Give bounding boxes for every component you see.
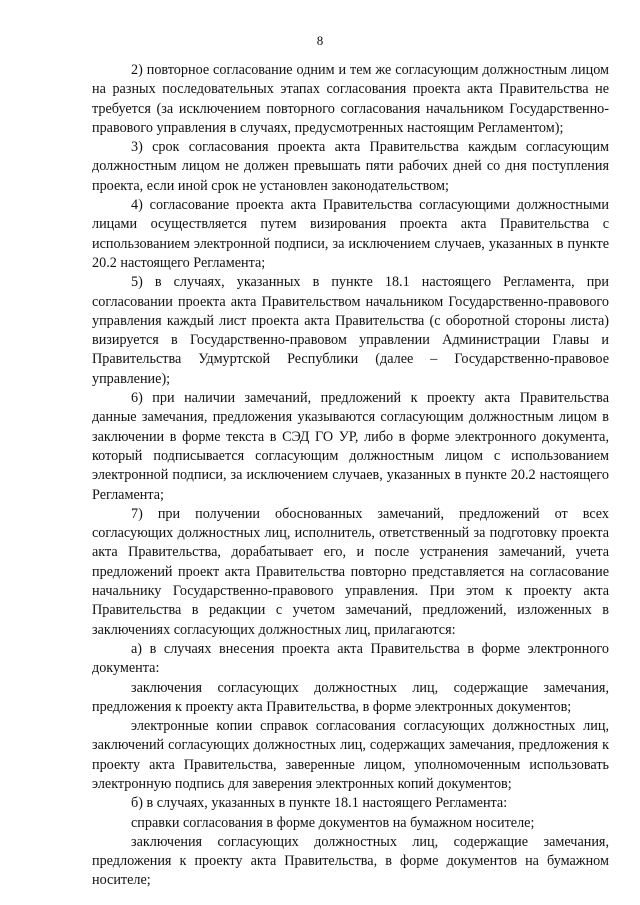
list-item-electronic-copies: электронные копии справок согласования согласующих должностных лиц, заключений согласующих должностных лиц, содержащих замечания, предложения к проекту акта Правительства, заверенные лицом, уполномоченным использовать электронную подпись для заверения электронных копий документов; xyxy=(92,718,609,792)
list-item-electronic-conclusions: заключения согласующих должностных лиц, содержащие замечания, предложения к проекту акта Правительства, в форме электронных документов; xyxy=(92,679,609,715)
list-item-paper-references: справки согласования в форме документов на бумажном носителе; xyxy=(131,814,535,831)
paragraph-item-4: 4) согласование проекта акта Правительства согласующими должностными лицами осуществляется путем визирования проекта акта Правительства с использованием электронной подписи, за исключением случаев, указанных в пункте 20.2 настоящего Регламента; xyxy=(92,197,609,271)
paragraph-item-3: 3) срок согласования проекта акта Правительства каждым согласующим должностным лицом не должен превышать пяти рабочих дней со дня поступления проекта, если иной срок не установлен законодательством; xyxy=(92,139,609,194)
list-item-paper-conclusions: заключения согласующих должностных лиц, содержащие замечания, предложения к проекту акта Правительства, в форме документов на бумажном носителе; xyxy=(92,833,609,889)
paragraph-item-6: 6) при наличии замечаний, предложений к проекту акта Правительства данные замечания, предложения указываются согласующим должностным лицом в заключении в форме текста в СЭД ГО УР, либо в форме электронного документа, который подписывается согласующим должностным лицом с использованием электронной подписи, за исключением случаев, указанных в пункте 20.2 настоящего Регламента; xyxy=(92,390,609,503)
paragraph-item-2: 2) повторное согласование одним и тем же согласующим должностным лицом на разных последовательных этапах согласования проекта акта Правительства не требуется (за исключением повторного согласования начальником Государственно-правового управления в случаях, предусмотренных настоящим Регламентом); xyxy=(92,62,609,136)
page-number: 8 xyxy=(316,33,324,48)
subparagraph-b: б) в случаях, указанных в пункте 18.1 настоящего Регламента: xyxy=(131,795,508,812)
paragraph-item-7: 7) при получении обоснованных замечаний, предложений от всех согласующих должностных лиц, исполнитель, ответственный за подготовку проекта акта Правительства, дорабатывает его, и после устранения замечаний, учета предложений проект акта Правительства повторно представляется на согласование начальнику Государственно-правового управления. При этом к проекту акта Правительства в редакции с учетом замечаний, предложений, изложенных в заключениях согласующих должностных лиц, прилагаются: xyxy=(92,505,609,638)
paragraph-item-5: 5) в случаях, указанных в пункте 18.1 настоящего Регламента, при согласовании проекта акта Правительством начальником Государственно-правового управления каждый лист проекта акта Правительства (с оборотной стороны листа) визируется в Государственно-правовом управлении Администрации Главы и Правительства Удмуртской Республики (далее – Государственно-правовое управление); xyxy=(92,274,609,387)
subparagraph-a: а) в случаях внесения проекта акта Правительства в форме электронного документа: xyxy=(92,640,609,677)
document-body xyxy=(92,61,609,891)
